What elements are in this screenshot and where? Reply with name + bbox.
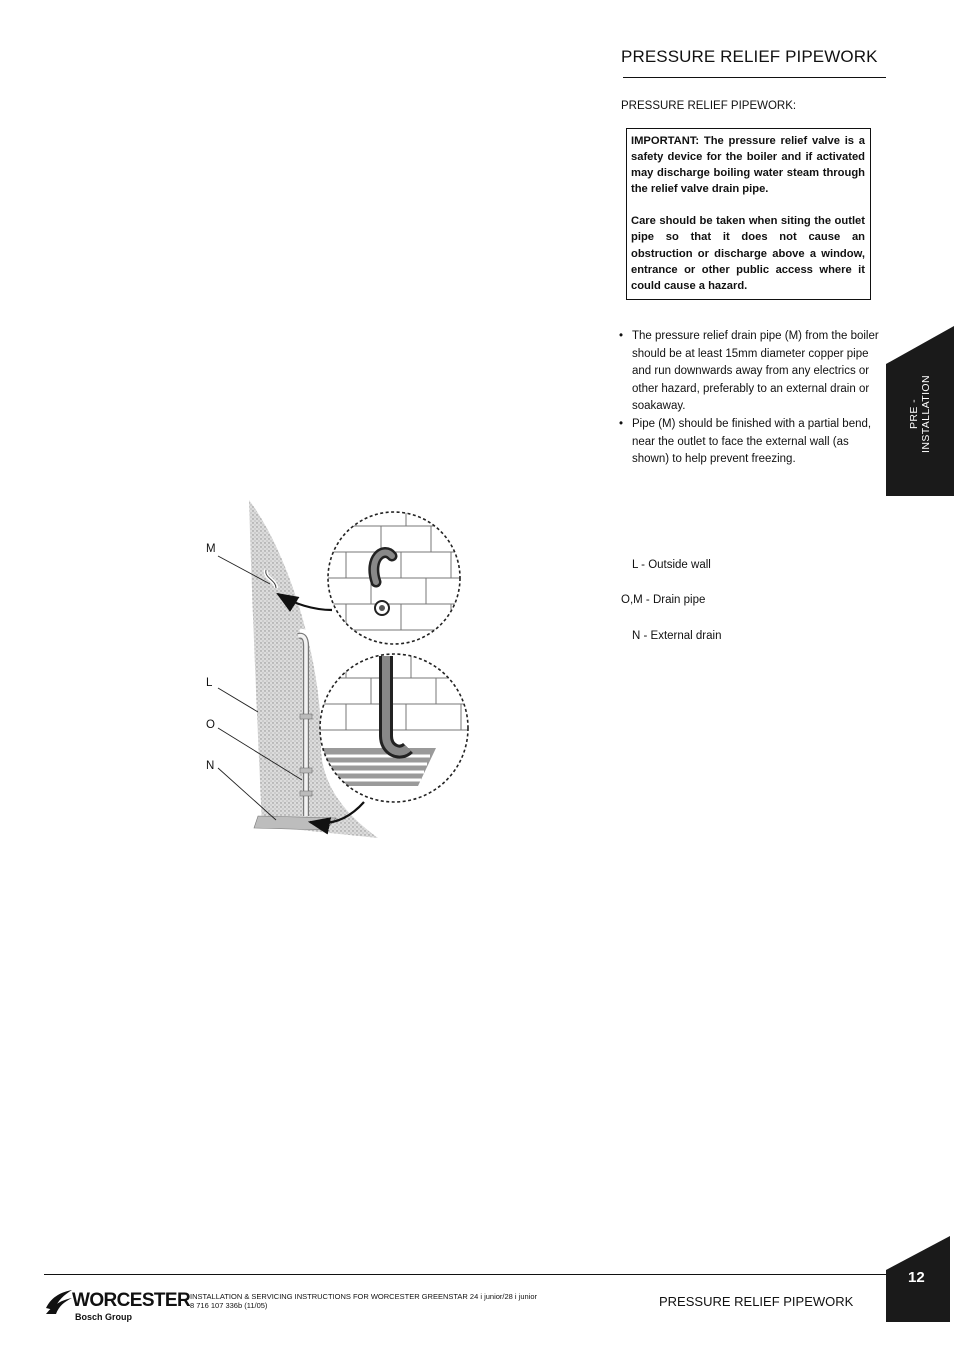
section-side-tab <box>886 326 954 496</box>
callout-n: N <box>206 760 215 772</box>
magnified-drain-detail <box>306 652 476 802</box>
wall-drain-illustration <box>196 486 481 846</box>
page-title: PRESSURE RELIEF PIPEWORK <box>621 47 878 66</box>
callout-o: O <box>206 719 215 731</box>
side-tab-label <box>908 344 932 484</box>
list-item <box>619 416 881 469</box>
footer-section-title: PRESSURE RELIEF PIPEWORK <box>659 1294 854 1309</box>
magnified-outlet-detail <box>326 500 466 644</box>
footer-document-title: INSTALLATION & SERVICING INSTRUCTIONS FOR WORCESTER GREENSTAR 24 i junior/28 i junior <box>190 1292 538 1301</box>
side-tab-line-1: PRE - <box>908 399 920 430</box>
important-warning-box <box>626 128 871 300</box>
side-tab-line-2: INSTALLATION <box>920 375 932 453</box>
legend-item-n: N - External drain <box>632 630 722 642</box>
instruction-list <box>619 328 881 469</box>
warning-paragraph-1: IMPORTANT: The pressure relief valve is a safety device for the boiler and if activated may discharge boiling water steam through the relief valve drain pipe. <box>631 135 865 196</box>
list-item-text: The pressure relief drain pipe (M) from the boiler should be at least 15mm diameter copper pipe and run downwards away from any electrics or other hazard, preferably to an external drain or soakaway. <box>632 330 879 413</box>
logo-subtitle: Bosch Group <box>75 1312 133 1322</box>
list-item <box>619 328 881 416</box>
callout-l: L <box>206 677 213 689</box>
page-number: 12 <box>908 1269 925 1286</box>
title-rule <box>623 77 886 78</box>
footer-rule <box>44 1274 886 1275</box>
worcester-logo <box>44 1280 191 1325</box>
legend-item-l: L - Outside wall <box>632 559 711 571</box>
warning-paragraph-2: Care should be taken when siting the outlet pipe so that it does not cause an obstruction or discharge above a window, entrance or other public access where it could cause a hazard. <box>631 215 865 292</box>
list-item-text: Pipe (M) should be finished with a partial bend, near the outlet to face the external wall (as shown) to help prevent freezing. <box>632 417 872 466</box>
section-heading: PRESSURE RELIEF PIPEWORK: <box>621 100 797 112</box>
bullet-icon: • <box>619 417 624 430</box>
bullet-icon: • <box>619 330 624 342</box>
legend-item-om: O,M - Drain pipe <box>621 594 706 606</box>
page-number-badge <box>886 1236 950 1322</box>
pressure-relief-diagram <box>196 486 481 846</box>
callout-m: M <box>206 543 216 555</box>
worcester-swoosh-icon <box>44 1286 74 1316</box>
logo-wordmark: WORCESTER <box>72 1290 191 1311</box>
footer-document-code: 8 716 107 336b (11/05) <box>190 1301 268 1310</box>
